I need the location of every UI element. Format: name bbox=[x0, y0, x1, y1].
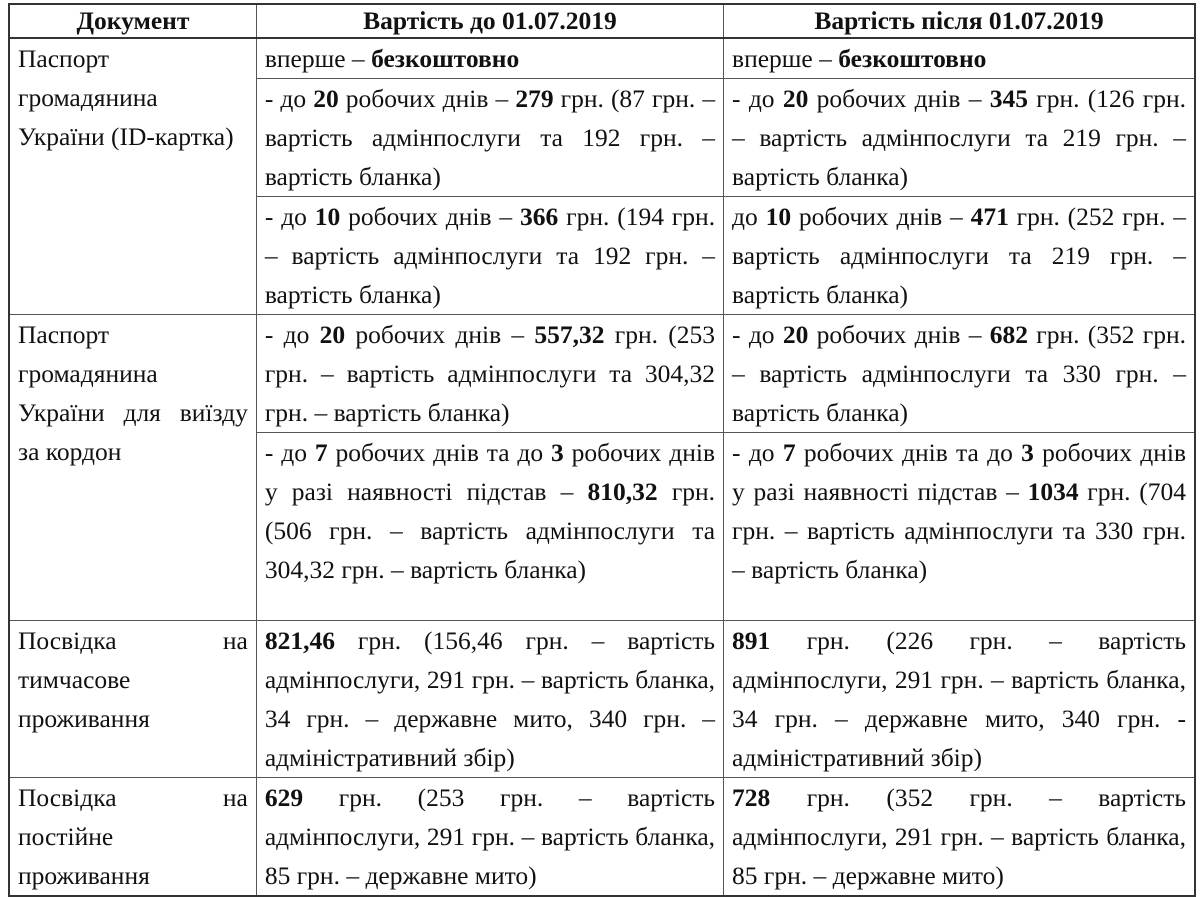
text: грн. (704 грн. – вартість адмінпослуги та 330 грн. – вартість бланка) bbox=[732, 477, 1186, 584]
text: грн. (226 грн. – вартість адмінпослуги, 291 грн. – вартість бланка, 34 грн. – державне мито, 340 грн. - адміністративний збір) bbox=[732, 626, 1186, 772]
price: 366 bbox=[520, 202, 559, 231]
doc-foreign-passport: Паспорт громадянина України для виїзду за кордон bbox=[9, 315, 256, 621]
table-row bbox=[9, 778, 1195, 897]
fee-table bbox=[8, 3, 1196, 897]
cell-id-10-before bbox=[256, 197, 723, 315]
first-time-free: безкоштовно bbox=[838, 44, 987, 73]
cell-id-20-after bbox=[724, 79, 1195, 197]
text: грн. (506 грн. – вартість адмінпослуги та 304,32 грн. – вартість бланка) bbox=[264, 477, 716, 584]
cell-id-20-before bbox=[256, 79, 723, 197]
header-row bbox=[9, 4, 1195, 38]
text: грн. (352 грн. – вартість адмінпослуги, 291 грн. – вартість бланка, 85 грн. – державне мито) bbox=[732, 783, 1186, 890]
text: - до bbox=[264, 320, 320, 349]
price: 629 bbox=[264, 783, 304, 812]
cell-first-time-after bbox=[724, 38, 1195, 79]
text: робочих днів та до bbox=[795, 438, 1022, 467]
text: - до bbox=[732, 320, 783, 349]
text: - до bbox=[264, 438, 315, 467]
price: 557,32 bbox=[534, 320, 605, 349]
price: 891 bbox=[732, 626, 771, 655]
header-document: Документ bbox=[9, 4, 256, 38]
text: робочих днів – bbox=[791, 202, 971, 231]
cell-perm-before bbox=[256, 778, 723, 897]
days: 7 bbox=[782, 438, 796, 467]
cell-temp-before bbox=[256, 621, 723, 778]
price: 1034 bbox=[1027, 477, 1079, 506]
text: грн. (252 грн. – вартість адмінпослуги та 219 грн. – вартість бланка) bbox=[732, 202, 1186, 309]
text: - до bbox=[732, 84, 783, 113]
table-row bbox=[9, 38, 1195, 79]
text: робочих днів – bbox=[340, 202, 521, 231]
days: 10 bbox=[765, 202, 792, 231]
table-row bbox=[9, 315, 1195, 433]
text: грн. (253 грн. – вартість адмінпослуги, 291 грн. – вартість бланка, 85 грн. – державне мито) bbox=[264, 783, 716, 890]
text: робочих днів – bbox=[345, 320, 535, 349]
cell-fp-20-after bbox=[724, 315, 1195, 433]
cell-fp-7-after bbox=[724, 433, 1195, 621]
text: грн. (194 грн. – вартість адмінпослуги та 192 грн. – вартість бланка) bbox=[264, 202, 716, 309]
days: 20 bbox=[782, 320, 809, 349]
header-cost-before: Вартість до 01.07.2019 bbox=[256, 4, 723, 38]
days: 7 bbox=[314, 438, 328, 467]
header-cost-after: Вартість після 01.07.2019 bbox=[724, 4, 1195, 38]
text: робочих днів у разі наявності підстав – bbox=[732, 438, 1186, 506]
cell-temp-after bbox=[724, 621, 1195, 778]
doc-temp-residence: Посвідка на тимчасове проживання bbox=[9, 621, 256, 778]
doc-perm-residence: Посвідка на постійне проживання bbox=[9, 778, 256, 897]
price: 471 bbox=[970, 202, 1009, 231]
cell-fp-20-before bbox=[256, 315, 723, 433]
text: до bbox=[732, 202, 766, 231]
price: 821,46 bbox=[264, 626, 335, 655]
days: 20 bbox=[319, 320, 346, 349]
text: грн. (126 грн. – вартість адмінпослуги та 219 грн. – вартість бланка) bbox=[732, 84, 1187, 191]
price: 682 bbox=[989, 320, 1028, 349]
text: робочих днів у разі наявності підстав – bbox=[264, 438, 716, 506]
price: 279 bbox=[515, 84, 554, 113]
text: грн. (253 грн. – вартість адмінпослуги та 304,32 грн. – вартість бланка) bbox=[264, 320, 716, 427]
days: 3 bbox=[1021, 438, 1034, 467]
cell-id-10-after bbox=[724, 197, 1195, 315]
days: 3 bbox=[551, 438, 564, 467]
text: грн. (87 грн. – вартість адмінпослуги та 192 грн. – вартість бланка) bbox=[264, 84, 716, 191]
days: 20 bbox=[782, 84, 809, 113]
text: робочих днів та до bbox=[327, 438, 552, 467]
text: робочих днів – bbox=[808, 84, 990, 113]
first-time-free: безкоштовно bbox=[371, 44, 520, 73]
text: грн. (352 грн. – вартість адмінпослуги та 330 грн. – вартість бланка) bbox=[732, 320, 1187, 427]
cell-fp-7-before bbox=[256, 433, 723, 621]
price: 810,32 bbox=[587, 477, 658, 506]
fee-table-document bbox=[8, 3, 1196, 890]
price: 728 bbox=[732, 783, 771, 812]
text: - до bbox=[264, 84, 314, 113]
text: - до bbox=[264, 202, 315, 231]
first-time-prefix: вперше – bbox=[732, 44, 839, 73]
cell-first-time-before bbox=[256, 38, 723, 79]
cell-perm-after bbox=[724, 778, 1195, 897]
text: грн. (156,46 грн. – вартість адмінпослуги, 291 грн. – вартість бланка, 34 грн. – державне мито, 340 грн. – адміністративний збір) bbox=[264, 626, 716, 772]
price: 345 bbox=[989, 84, 1028, 113]
first-time-prefix: вперше – bbox=[264, 44, 372, 73]
days: 10 bbox=[314, 202, 341, 231]
text: - до bbox=[732, 438, 783, 467]
doc-id-card: Паспорт громадянина України (ID-картка) bbox=[9, 38, 256, 315]
text: робочих днів – bbox=[808, 320, 990, 349]
table-row bbox=[9, 621, 1195, 778]
days: 20 bbox=[313, 84, 339, 113]
text: робочих днів – bbox=[338, 84, 516, 113]
